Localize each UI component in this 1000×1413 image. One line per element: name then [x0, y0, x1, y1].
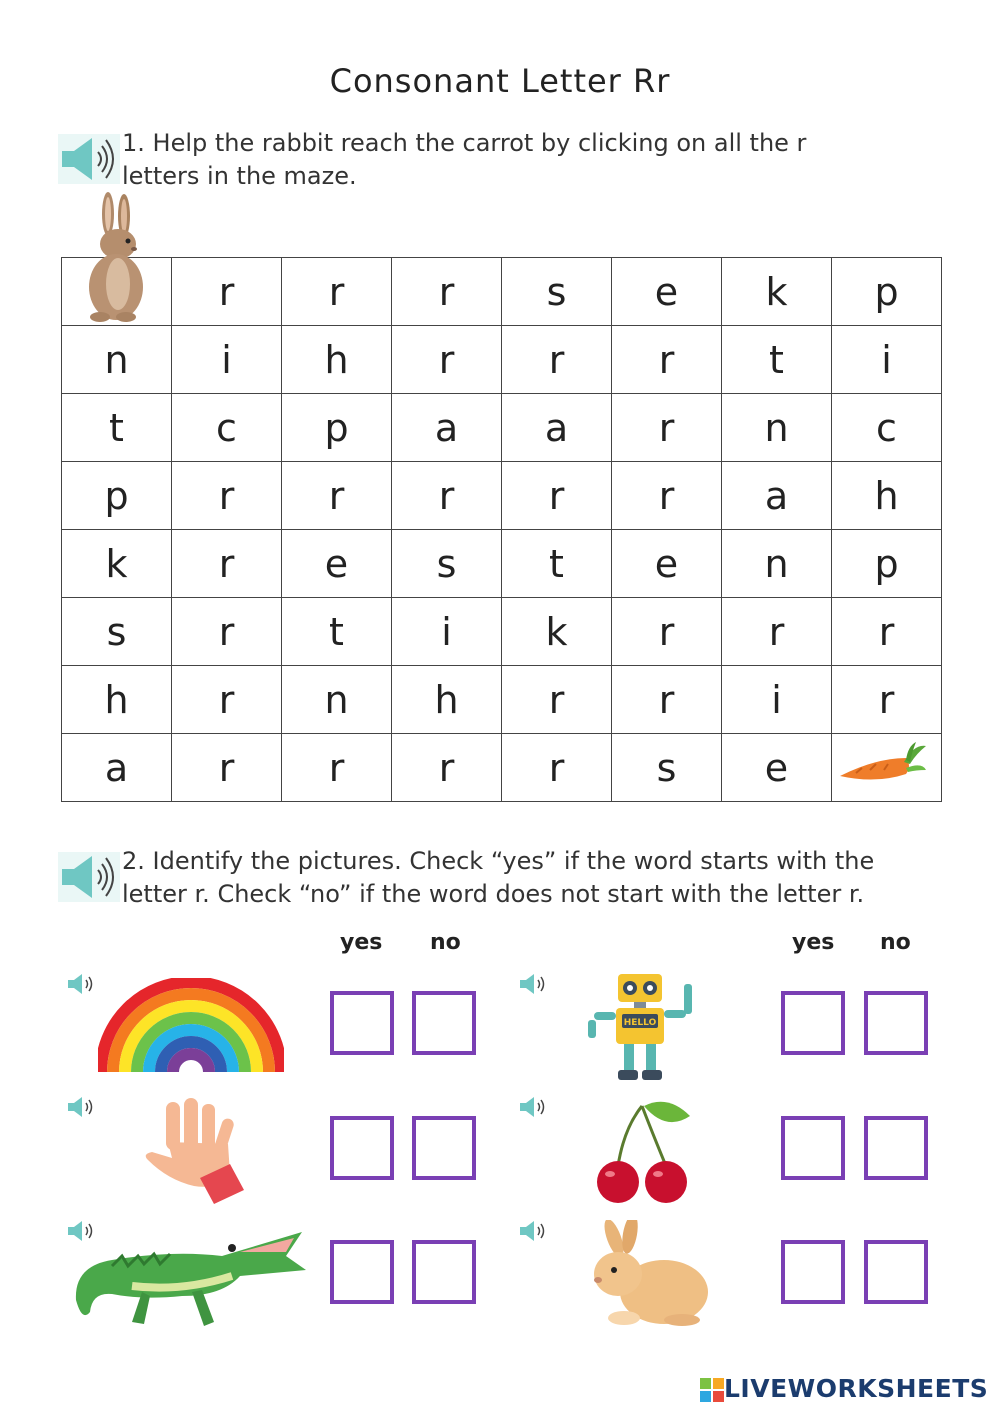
maze-cell[interactable]: i: [392, 598, 502, 666]
bunny-icon: [584, 1220, 712, 1328]
instruction-2-line-1: 2. Identify the pictures. Check “yes” if the word starts with the: [122, 847, 875, 875]
maze-cell[interactable]: s: [502, 258, 612, 326]
maze-cell[interactable]: i: [832, 326, 942, 394]
maze-cell[interactable]: s: [62, 598, 172, 666]
maze-cell[interactable]: r: [502, 734, 612, 802]
maze-cell[interactable]: h: [282, 326, 392, 394]
hand-icon: [138, 1098, 246, 1204]
maze-cell[interactable]: n: [722, 530, 832, 598]
robot-no-checkbox[interactable]: [864, 991, 928, 1055]
maze-row: [62, 394, 942, 462]
instruction-1: [122, 127, 806, 193]
maze-cell[interactable]: r: [282, 734, 392, 802]
maze-cell[interactable]: a: [62, 734, 172, 802]
maze-cell[interactable]: n: [722, 394, 832, 462]
maze-cell[interactable]: i: [722, 666, 832, 734]
maze-cell[interactable]: r: [832, 666, 942, 734]
maze-cell[interactable]: p: [62, 462, 172, 530]
no-header-left: no: [430, 930, 461, 955]
maze-cell[interactable]: t: [722, 326, 832, 394]
maze-cell[interactable]: r: [172, 258, 282, 326]
maze-cell[interactable]: r: [282, 258, 392, 326]
maze-cell[interactable]: a: [392, 394, 502, 462]
maze-cell[interactable]: r: [612, 462, 722, 530]
maze-cell[interactable]: r: [172, 530, 282, 598]
maze-cell[interactable]: r: [282, 462, 392, 530]
no-header-right: no: [880, 930, 911, 955]
cherries-yes-checkbox[interactable]: [781, 1116, 845, 1180]
speaker-icon[interactable]: [58, 852, 120, 902]
speaker-icon[interactable]: [66, 1095, 96, 1119]
maze-cell[interactable]: t: [502, 530, 612, 598]
maze-cell[interactable]: r: [502, 462, 612, 530]
maze-cell[interactable]: a: [502, 394, 612, 462]
maze-cell[interactable]: t: [62, 394, 172, 462]
instruction-2: [122, 845, 874, 911]
maze-cell[interactable]: e: [282, 530, 392, 598]
maze-row: [62, 598, 942, 666]
maze-cell[interactable]: r: [392, 462, 502, 530]
maze-cell[interactable]: e: [612, 258, 722, 326]
robot-sign-text: HELLO: [623, 1018, 657, 1028]
rainbow-yes-checkbox[interactable]: [330, 991, 394, 1055]
maze-cell[interactable]: r: [832, 598, 942, 666]
instruction-1-line-2: letters in the maze.: [122, 162, 357, 190]
maze-cell[interactable]: n: [282, 666, 392, 734]
bunny-no-checkbox[interactable]: [864, 1240, 928, 1304]
crocodile-yes-checkbox[interactable]: [330, 1240, 394, 1304]
maze-cell[interactable]: r: [612, 598, 722, 666]
speaker-icon[interactable]: [518, 972, 548, 996]
crocodile-icon: [72, 1226, 308, 1332]
maze-cell[interactable]: r: [392, 734, 502, 802]
maze-cell[interactable]: r: [172, 734, 282, 802]
maze-cell[interactable]: s: [392, 530, 502, 598]
maze-cell[interactable]: r: [392, 326, 502, 394]
hand-yes-checkbox[interactable]: [330, 1116, 394, 1180]
maze-cell[interactable]: h: [392, 666, 502, 734]
instruction-2-line-2: letter r. Check “no” if the word does not start with the letter r.: [122, 880, 865, 908]
speaker-icon[interactable]: [66, 972, 96, 996]
maze-row: [62, 530, 942, 598]
speaker-icon[interactable]: [58, 134, 120, 184]
maze-cell[interactable]: c: [832, 394, 942, 462]
maze-cell[interactable]: r: [172, 598, 282, 666]
robot-icon: [584, 968, 700, 1082]
cherries-no-checkbox[interactable]: [864, 1116, 928, 1180]
maze-row: [62, 666, 942, 734]
maze-cell[interactable]: i: [172, 326, 282, 394]
crocodile-no-checkbox[interactable]: [412, 1240, 476, 1304]
maze-cell[interactable]: t: [282, 598, 392, 666]
maze-cell[interactable]: e: [722, 734, 832, 802]
maze-row: [62, 326, 942, 394]
maze-row: [62, 734, 942, 802]
maze-cell[interactable]: r: [722, 598, 832, 666]
maze-cell[interactable]: s: [612, 734, 722, 802]
maze-row: [62, 462, 942, 530]
speaker-icon[interactable]: [518, 1095, 548, 1119]
rainbow-no-checkbox[interactable]: [412, 991, 476, 1055]
maze-cell[interactable]: r: [392, 258, 502, 326]
maze-cell[interactable]: r: [612, 326, 722, 394]
yes-header-right: yes: [792, 930, 835, 955]
maze-row: [62, 258, 942, 326]
maze-cell[interactable]: e: [612, 530, 722, 598]
maze-cell[interactable]: k: [722, 258, 832, 326]
maze-cell[interactable]: a: [722, 462, 832, 530]
maze-cell[interactable]: r: [612, 394, 722, 462]
maze-cell[interactable]: h: [832, 462, 942, 530]
maze-cell[interactable]: c: [172, 394, 282, 462]
maze-cell[interactable]: k: [502, 598, 612, 666]
bunny-yes-checkbox[interactable]: [781, 1240, 845, 1304]
liveworksheets-brand: LIVEWORKSHEETS: [724, 1374, 989, 1403]
maze-cell[interactable]: r: [502, 666, 612, 734]
page-title: Consonant Letter Rr: [329, 62, 671, 100]
yes-header-left: yes: [340, 930, 383, 955]
maze-cell[interactable]: h: [62, 666, 172, 734]
maze-cell[interactable]: r: [172, 462, 282, 530]
rainbow-icon: [98, 978, 284, 1074]
letter-maze: [61, 257, 942, 802]
instruction-1-line-1: 1. Help the rabbit reach the carrot by clicking on all the r: [122, 129, 807, 157]
robot-yes-checkbox[interactable]: [781, 991, 845, 1055]
speaker-icon[interactable]: [518, 1219, 548, 1243]
maze-cell[interactable]: r: [502, 326, 612, 394]
rabbit-icon: [86, 192, 148, 322]
maze-cell[interactable]: r: [172, 666, 282, 734]
carrot-icon: [836, 740, 928, 790]
maze-cell[interactable]: n: [62, 326, 172, 394]
liveworksheets-logo-icon: [700, 1378, 724, 1402]
cherries-icon: [594, 1098, 694, 1208]
maze-cell[interactable]: r: [612, 666, 722, 734]
liveworksheets-logo[interactable]: [700, 1374, 988, 1403]
maze-cell[interactable]: k: [62, 530, 172, 598]
hand-no-checkbox[interactable]: [412, 1116, 476, 1180]
maze-cell[interactable]: p: [832, 258, 942, 326]
maze-cell[interactable]: p: [832, 530, 942, 598]
maze-cell[interactable]: p: [282, 394, 392, 462]
